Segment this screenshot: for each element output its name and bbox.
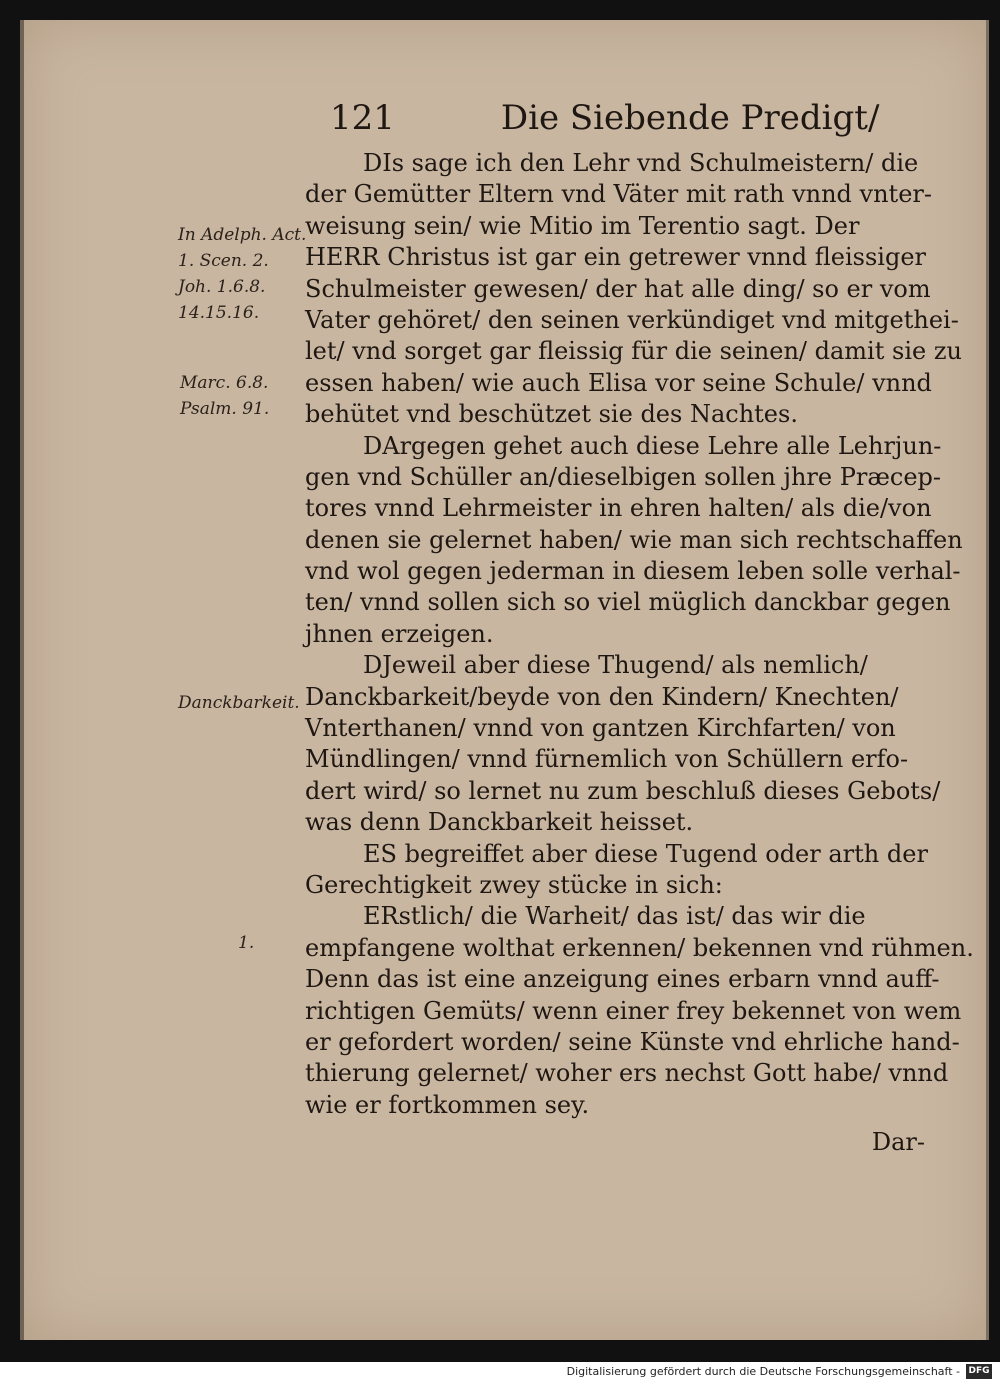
text-line: wie er fortkommen sey.: [305, 1090, 590, 1119]
margin-note-3: [178, 690, 300, 716]
text-line: Denn das ist eine anzeigung eines erbarn vnnd auff-: [305, 965, 940, 994]
text-line: der Gemütter Eltern vnd Väter mit rath vnnd vnter-: [305, 180, 932, 209]
text-line: jhnen erzeigen.: [305, 619, 494, 648]
catchword: Dar-: [871, 1128, 925, 1157]
margin-note-2: [180, 370, 269, 422]
text-line: was denn Danckbarkeit heisset.: [305, 808, 694, 837]
text-line: ES begreiffet aber diese Tugend oder arth der: [363, 839, 928, 868]
text-line: er gefordert worden/ seine Künste vnd ehrliche hand-: [305, 1027, 960, 1056]
margin-line: Danckbarkeit.: [178, 693, 300, 713]
margin-note-1: [178, 222, 306, 326]
margin-line: 14.15.16.: [178, 303, 260, 323]
running-head: Die Siebende Predigt/: [500, 98, 880, 138]
page-number: 121: [330, 98, 395, 138]
text-line: ERstlich/ die Warheit/ das ist/ das wir die: [363, 902, 866, 931]
text-line: behütet vnd beschützet sie des Nachtes.: [305, 400, 798, 429]
text-line: Mündlingen/ vnnd fürnemlich von Schüllern erfo-: [305, 745, 909, 774]
margin-line: 1.: [238, 933, 255, 953]
margin-line: Psalm. 91.: [180, 399, 270, 419]
text-line: weisung sein/ wie Mitio im Terentio sagt. Der: [305, 211, 860, 240]
text-line: thierung gelernet/ woher ers nechst Gott habe/ vnnd: [305, 1059, 949, 1088]
text-line: essen haben/ wie auch Elisa vor seine Schule/ vnnd: [305, 368, 932, 397]
text-line: DIs sage ich den Lehr vnd Schulmeistern/ die: [363, 149, 919, 177]
footer-bar: [0, 1362, 1000, 1383]
footer-credit: Digitalisierung gefördert durch die Deutsche Forschungsgemeinschaft -: [566, 1365, 960, 1378]
text-line: DArgegen gehet auch diese Lehre alle Lehrjun-: [363, 431, 942, 460]
margin-line: 1. Scen. 2.: [178, 251, 269, 271]
body-text: [305, 148, 974, 1159]
text-line: Schulmeister gewesen/ der hat alle ding/ so er vom: [305, 274, 931, 303]
text-line: denen sie gelernet haben/ wie man sich rechtschaffen: [305, 525, 963, 554]
page-header: [300, 98, 940, 138]
margin-line: In Adelph. Act.: [178, 225, 307, 245]
text-line: DJeweil aber diese Thugend/ als nemlich/: [363, 651, 868, 680]
text-line: gen vnd Schüller an/dieselbigen sollen jhre Præcep-: [305, 462, 941, 491]
text-line: ten/ vnnd sollen sich so viel müglich danckbar gegen: [305, 588, 951, 617]
margin-note-4: [238, 930, 254, 956]
text-line: Vnterthanen/ vnnd von gantzen Kirchfarten/ von: [305, 714, 896, 743]
margin-line: Marc. 6.8.: [180, 373, 269, 393]
text-line: HERR Christus ist gar ein getrewer vnnd fleissiger: [305, 243, 926, 272]
text-line: empfangene wolthat erkennen/ bekennen vnd rühmen.: [305, 933, 974, 962]
text-line: Gerechtigkeit zwey stücke in sich:: [305, 870, 723, 899]
text-line: richtigen Gemüts/ wenn einer frey bekennet von wem: [305, 996, 962, 1025]
text-line: Danckbarkeit/beyde von den Kindern/ Knechten/: [305, 682, 899, 711]
text-line: Vater gehöret/ den seinen verkündiget vnd mitgethei-: [305, 305, 959, 334]
text-line: vnd wol gegen jederman in diesem leben solle verhal-: [305, 557, 961, 586]
text-line: let/ vnd sorget gar fleissig für die seinen/ damit sie zu: [305, 337, 962, 366]
dfg-logo: DFG: [966, 1364, 992, 1379]
margin-line: Joh. 1.6.8.: [178, 277, 266, 297]
text-line: tores vnnd Lehrmeister in ehren halten/ als die/von: [305, 494, 932, 523]
text-line: dert wird/ so lernet nu zum beschluß dieses Gebots/: [305, 776, 941, 805]
